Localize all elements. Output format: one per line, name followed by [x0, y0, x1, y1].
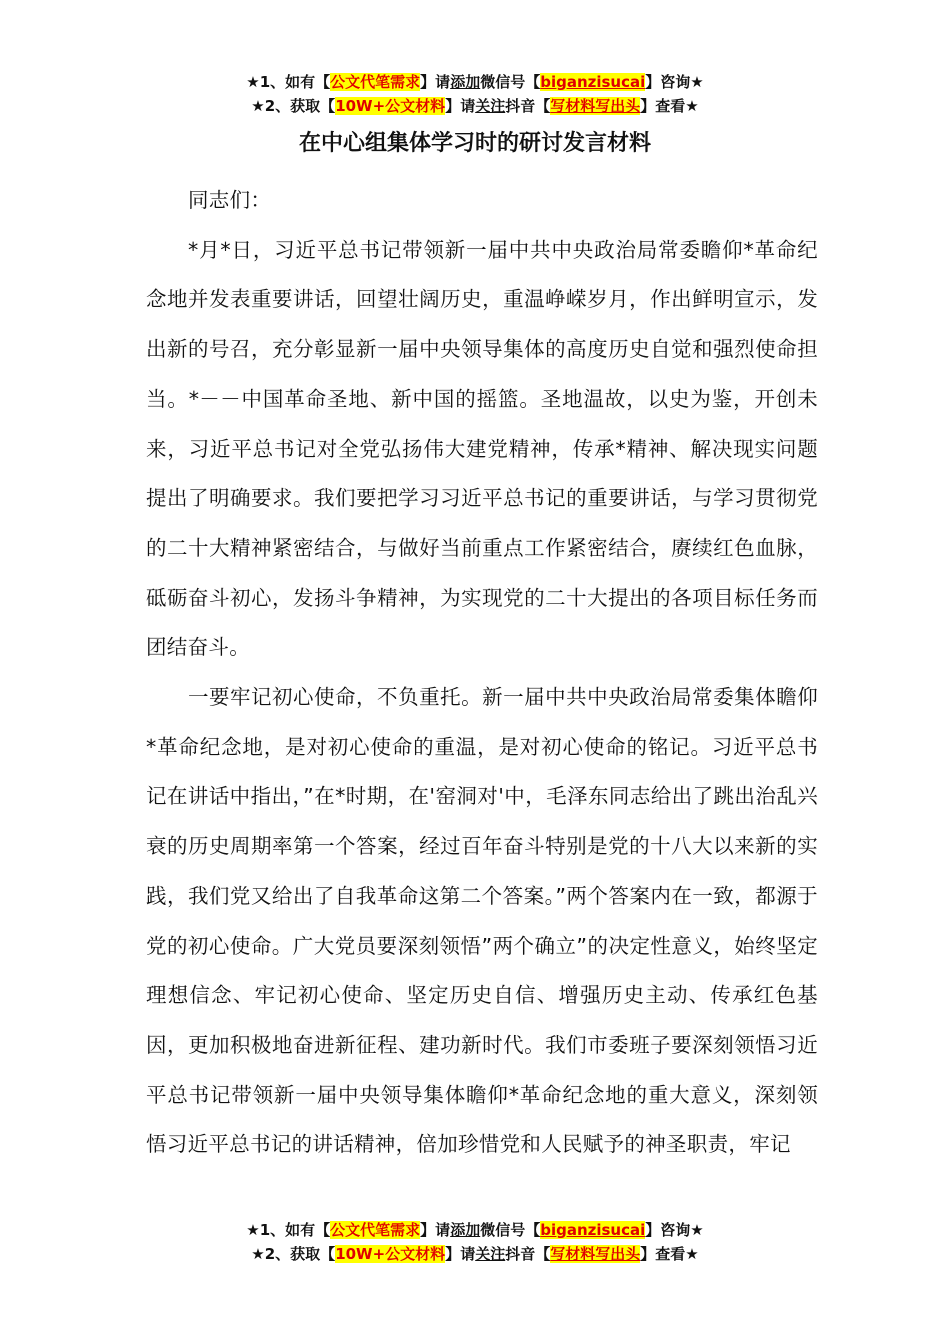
promo-text: 微信号【: [480, 1221, 541, 1239]
promo-line-1: [0, 70, 950, 94]
promo-text: 】咨询★: [645, 1221, 704, 1239]
promo-line-2: [0, 94, 950, 118]
promo-text: 】查看★: [640, 1245, 699, 1263]
promo-line-1: [0, 1218, 950, 1242]
promo-highlight: biganzisucai: [540, 1221, 646, 1239]
promo-highlight: 写材料写出头: [550, 97, 641, 115]
promo-banner-bottom: [0, 1218, 950, 1266]
promo-text: 】请: [420, 73, 451, 91]
promo-highlight: 10W+公文材料: [335, 97, 446, 115]
promo-text: ★2、获取【: [251, 97, 336, 115]
promo-text: 】请: [445, 97, 476, 115]
promo-highlight: biganzisucai: [540, 73, 646, 91]
promo-text: 抖音【: [505, 97, 551, 115]
promo-text: ★2、获取【: [251, 1245, 336, 1263]
promo-text: 】查看★: [640, 97, 699, 115]
promo-text: 】请: [445, 1245, 476, 1263]
salutation: 同志们：: [188, 188, 272, 212]
promo-emphasis: 关注: [475, 97, 506, 115]
document-body: [146, 176, 818, 1170]
promo-text: 抖音【: [505, 1245, 551, 1263]
promo-highlight: 公文代笔需求: [330, 73, 421, 91]
promo-highlight: 10W+公文材料: [335, 1245, 446, 1263]
promo-text: ★1、如有【: [246, 1221, 331, 1239]
promo-emphasis: 关注: [475, 1245, 506, 1263]
promo-text: ★1、如有【: [246, 73, 331, 91]
promo-emphasis: 添加: [450, 1221, 481, 1239]
promo-line-2: [0, 1242, 950, 1266]
promo-highlight: 公文代笔需求: [330, 1221, 421, 1239]
paragraph-1: *月*日，习近平总书记带领新一届中共中央政治局常委瞻仰*革命纪念地并发表重要讲话，回望壮阔历史，重温峥嵘岁月，作出鲜明宣示，发出新的号召，充分彰显新一届中央领导集体的高度历史自觉和强烈使命担当。*－－中国革命圣地、新中国的摇篮。圣地温故，以史为鉴，开创未来，习近平总书记对全党弘扬伟大建党精神，传承*精神、解决现实问题提出了明确要求。我们要把学习习近平总书记的重要讲话，与学习贯彻党的二十大精神紧密结合，与做好当前重点工作紧密结合，赓续红色血脉，砥砺奋斗初心，发扬斗争精神，为实现党的二十大提出的各项目标任务而团结奋斗。: [146, 237, 818, 660]
promo-banner-top: [0, 70, 950, 118]
promo-emphasis: 添加: [450, 73, 481, 91]
document-title: 在中心组集体学习时的研讨发言材料: [298, 131, 651, 156]
promo-highlight: 写材料写出头: [550, 1245, 641, 1263]
promo-text: 】咨询★: [645, 73, 704, 91]
promo-text: 】请: [420, 1221, 451, 1239]
promo-text: 微信号【: [480, 73, 541, 91]
paragraph-2: 一要牢记初心使命，不负重托。新一届中共中央政治局常委集体瞻仰*革命纪念地，是对初心使命的重温，是对初心使命的铭记。习近平总书记在讲话中指出，”在*时期，在'窑洞对'中，毛泽东同志给出了跳出治乱兴衰的历史周期率第一个答案，经过百年奋斗特别是党的十八大以来新的实践，我们党又给出了自我革命这第二个答案。”两个答案内在一致，都源于党的初心使命。广大党员要深刻领悟”两个确立”的决定性意义，始终坚定理想信念、牢记初心使命、坚定历史自信、增强历史主动、传承红色基因，更加积极地奋进新征程、建功新时代。我们市委班子要深刻领悟习近平总书记带领新一届中央领导集体瞻仰*革命纪念地的重大意义，深刻领悟习近平总书记的讲话精神，倍加珍惜党和人民赋予的神圣职责，牢记: [146, 685, 818, 1157]
